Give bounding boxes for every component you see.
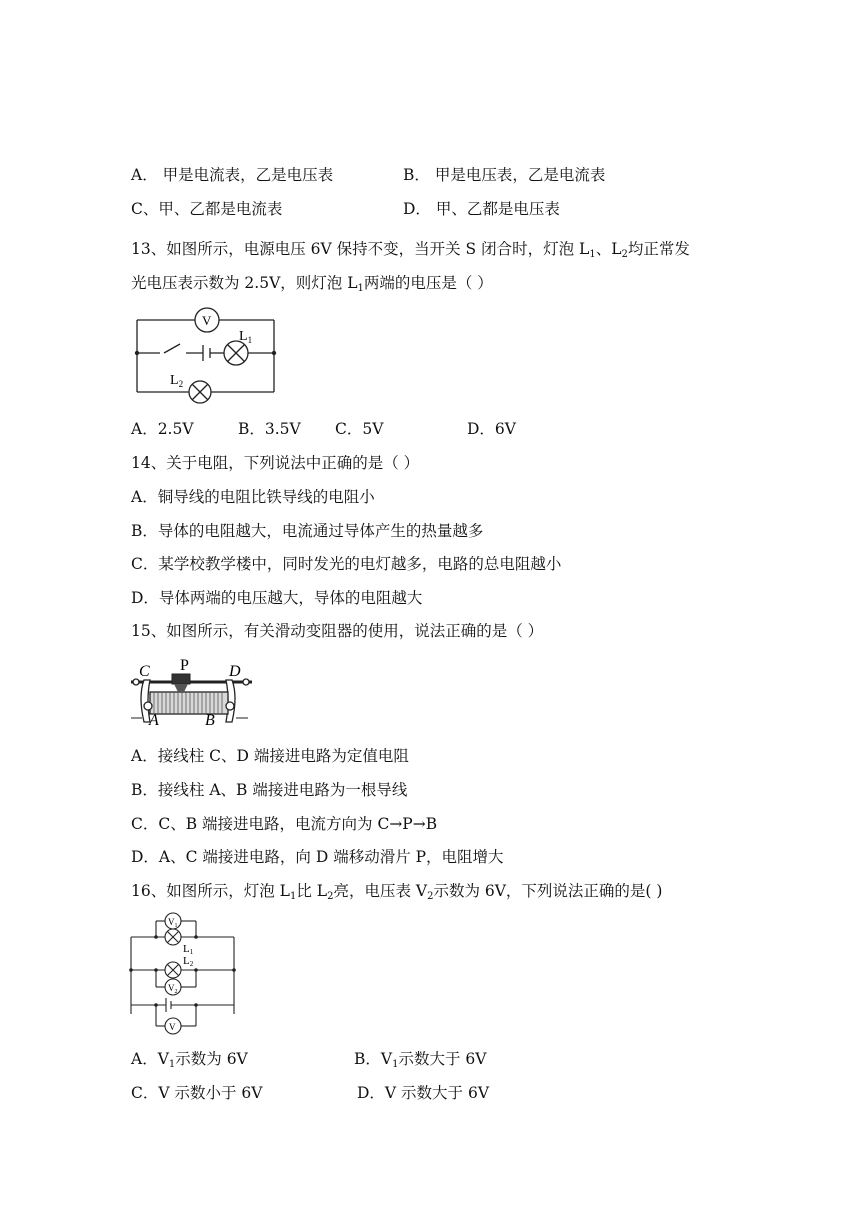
q15-label-d: D xyxy=(229,663,241,680)
q13-stem-text: 均正常发 xyxy=(627,240,690,258)
q13-lamp-l2-icon xyxy=(189,381,211,403)
q15-stem: 15、如图所示，有关滑动变阻器的使用，说法正确的是（ ） xyxy=(131,622,544,640)
q16-stem-text: 示数为 6V，下列说法正确的是( ) xyxy=(433,882,663,900)
q16-subscript: 2 xyxy=(327,891,334,902)
q13-lamp-l1-icon xyxy=(224,341,248,365)
q16-option-b-text: B．V xyxy=(354,1050,393,1068)
q14-option-d: D．导体两端的电压越大，导体的电阻越大 xyxy=(131,589,423,607)
q14-option-a: A．铜导线的电阻比铁导线的电阻小 xyxy=(131,488,375,506)
q15-label-b: B xyxy=(205,712,215,729)
q14-stem: 14、关于电阻，下列说法中正确的是（ ） xyxy=(131,454,420,472)
q16-v2-label: $V_2$ xyxy=(168,983,178,995)
q13-l2-label: $L_2$ xyxy=(170,373,184,389)
q13-option-a: A．2.5V xyxy=(131,420,194,438)
q13-stem-text: 、L xyxy=(595,240,622,258)
q13-subscript: 1 xyxy=(357,283,364,294)
q16-l2-label: L2 xyxy=(183,955,194,968)
q16-lamp-l2-icon xyxy=(165,962,181,978)
q15-label-p: P xyxy=(180,657,189,674)
q13-voltmeter-label: V xyxy=(202,313,212,328)
q15-label-c: C xyxy=(139,663,150,680)
q14-option-b: B．导体的电阻越大，电流通过导体产生的热量越多 xyxy=(131,522,484,540)
q16-subscript: 1 xyxy=(289,891,297,902)
q15-label-a: A xyxy=(149,712,159,729)
q13-subscript: 2 xyxy=(621,249,628,260)
q15-option-b: B．接线柱 A、B 端接进电路为一根导线 xyxy=(131,781,408,799)
q16-subscript: 1 xyxy=(168,1059,176,1070)
q13-option-b: B．3.5V xyxy=(238,420,301,438)
q12-option-d: D． 甲、乙都是电压表 xyxy=(403,200,560,218)
q12-option-a: A． 甲是电流表，乙是电压表 xyxy=(131,166,334,184)
q16-option-b xyxy=(354,1049,486,1072)
q16-option-a xyxy=(131,1049,248,1072)
q12-option-b: B． 甲是电压表，乙是电流表 xyxy=(403,166,606,184)
q13-stem-line2 xyxy=(131,273,493,296)
q16-v-label: V xyxy=(169,1022,176,1032)
q16-option-c: C．V 示数小于 6V xyxy=(131,1084,263,1102)
q13-stem-text: 两端的电压是（ ） xyxy=(363,274,493,292)
q16-option-b-text: 示数大于 6V xyxy=(398,1050,487,1068)
q13-option-c: C．5V xyxy=(335,420,384,438)
q13-l1-label: $L_1$ xyxy=(239,329,253,345)
q15-rheostat-figure xyxy=(128,656,254,730)
q13-circuit-figure xyxy=(128,306,288,410)
q16-circuit-figure xyxy=(126,910,238,1036)
q16-stem xyxy=(131,881,662,904)
q16-subscript: 2 xyxy=(427,891,434,902)
q13-stem-text: 光电压表示数为 2.5V，则灯泡 L xyxy=(131,274,358,292)
q15-slider-icon xyxy=(172,674,190,692)
q16-option-a-text: A．V xyxy=(131,1050,169,1068)
q16-subscript: 1 xyxy=(392,1059,399,1070)
q15-option-d: D．A、C 端接进电路，向 D 端移动滑片 P，电阻增大 xyxy=(131,848,504,866)
q16-stem-text: 16、如图所示，灯泡 L xyxy=(131,882,290,900)
q16-l1-label: L1 xyxy=(183,943,194,956)
q13-option-d: D．6V xyxy=(467,420,516,438)
q13-stem-line1 xyxy=(131,239,690,262)
q14-option-c: C．某学校教学楼中，同时发光的电灯越多，电路的总电阻越小 xyxy=(131,555,562,573)
q15-option-c: C．C、B 端接进电路，电流方向为 C→P→B xyxy=(131,815,438,833)
q16-lamp-l1-icon xyxy=(165,929,181,945)
q16-v1-label: $V_1$ xyxy=(168,917,178,929)
q16-stem-text: 比 L xyxy=(296,882,328,900)
q15-option-a: A．接线柱 C、D 端接进电路为定值电阻 xyxy=(131,747,409,765)
q16-option-a-text: 示数为 6V xyxy=(175,1050,248,1068)
q12-option-c: C、甲、乙都是电流表 xyxy=(131,200,283,218)
q13-stem-text: 13、如图所示，电源电压 6V 保持不变，当开关 S 闭合时，灯泡 L xyxy=(131,240,590,258)
q16-option-d: D．V 示数大于 6V xyxy=(357,1084,490,1102)
q13-subscript: 1 xyxy=(589,249,596,260)
q16-stem-text: 亮，电压表 V xyxy=(333,882,428,900)
